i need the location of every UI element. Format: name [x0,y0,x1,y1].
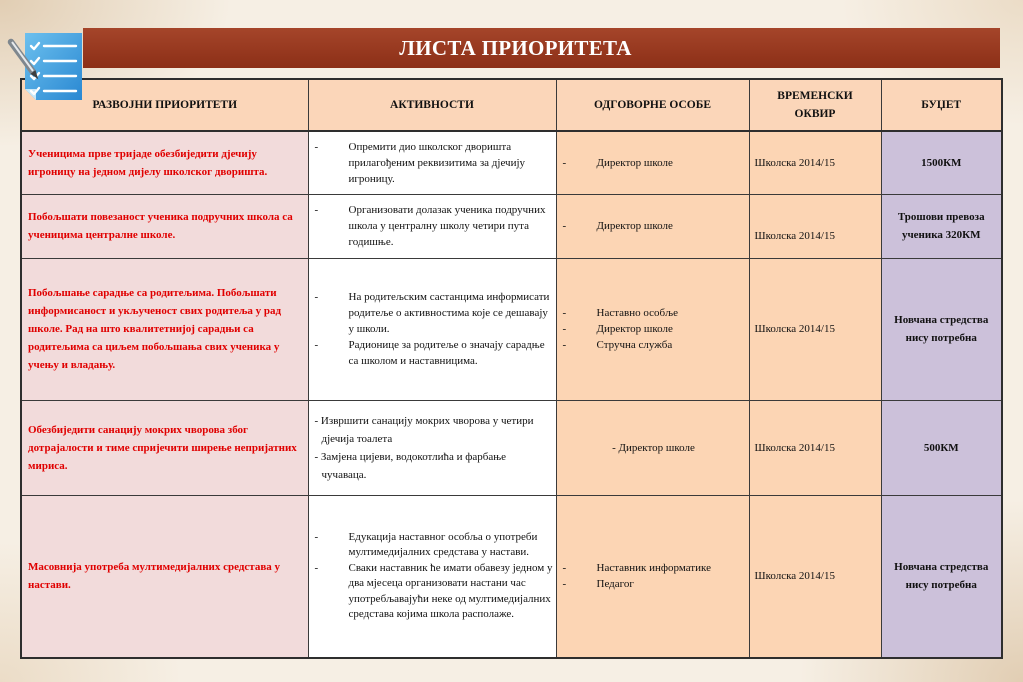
responsible-text: Директор школе [596,220,673,232]
responsible-list [563,218,745,234]
header-timeframe-cell [749,79,881,131]
activity-text: Организовати долазак ученика подручних школа у централну школу четири пута годишње. [348,204,546,248]
responsible-text: Педагог [596,578,634,591]
activity-text: - Извршити санацију мокрих чворова у четири дјечија тоалета [314,414,534,445]
responsible-cell [556,400,749,495]
priority-cell: Побољшање сарадње са родитељима. Побољшати информисаност и укљученост свих родитеља у рад школе. Рад на што квалитетнијој сарадњи са родитељима са циљем побољшања свих ученика у учењу и владању. [21,258,308,400]
dash-bullet: - [562,578,567,591]
list-item [315,202,553,250]
activities-list [315,202,553,250]
list-item [563,337,745,353]
list-item [563,305,745,321]
list-item [315,337,553,369]
checklist-pen-icon-graphic [0,28,90,110]
list-item [315,139,553,187]
timeframe-cell: Школска 2014/15 [749,131,881,194]
responsible-text: Директор школе [596,323,673,335]
header-budget: БУЏЕТ [881,79,1002,131]
activity-text: - Замјена цијеви, водокотлића и фарбање чучаваца. [314,450,507,481]
list-item [563,321,745,337]
activity-text: На родитељским састанцима информисати родитеље о активностима које се дешавају у школи. [348,291,550,335]
timeframe-cell: Школска 2014/15 [749,495,881,658]
responsible-cell [556,194,749,258]
budget-cell: Новчана стредства нису потребна [881,495,1002,658]
checklist-pen-icon [0,28,90,110]
responsible-text: Наставник информатике [596,562,711,575]
priority-cell: Побољшати повезаност ученика подручних школа са ученицима централне школе. [21,194,308,258]
table-row [21,194,1002,258]
table-header-row [21,79,1002,131]
responsible-cell [556,131,749,194]
list-item [563,218,745,234]
header-responsible: ОДГОВОРНЕ ОСОБЕ [556,79,749,131]
activity-text: Опремити дио школског дворишта прилагођеним реквизитима за дјечију игроницу. [348,140,526,185]
list-item [315,530,553,561]
priority-cell: Обезбиједити санацију мокрих чворова због дотрајалости и тиме спријечити ширење непријатних мириса. [21,400,308,495]
responsible-cell [556,258,749,400]
table-row [21,495,1002,658]
table-row [21,400,1002,495]
dash-bullet: - [562,339,567,351]
responsible-text: Директор школе [596,156,673,169]
activities-cell [308,258,556,400]
priority-cell: Ученицима прве тријаде обезбиједити дјечију игроницу на једном дијелу школског дворишта. [21,131,308,194]
budget-cell: Новчана стредства нису потребна [881,258,1002,400]
table-row [21,258,1002,400]
list-item [315,289,553,337]
budget-cell: 1500КМ [881,131,1002,194]
dash-bullet: - [562,220,567,232]
dash-bullet: - [314,140,319,153]
activities-list [315,139,553,187]
budget-cell: 500КМ [881,400,1002,495]
dash-bullet: - [314,339,319,351]
responsible-list [563,155,745,171]
dash-bullet: - [314,291,319,303]
responsible-list [563,560,745,592]
responsible-text: Наставно особље [596,307,678,319]
header-timeframe: ВРЕМЕНСКИ ОКВИР [777,90,853,120]
responsible-list [563,305,745,353]
header-activities: АКТИВНОСТИ [308,79,556,131]
list-item [563,155,745,171]
dash-bullet: - [562,562,567,575]
activities-cell [308,400,556,495]
timeframe-cell: Школска 2014/15 [749,400,881,495]
dash-bullet: - [314,530,319,543]
list-item [315,561,553,623]
activities-list [315,289,553,369]
list-item [563,576,745,592]
activities-cell [308,495,556,658]
list-item [563,560,745,576]
responsible-cell [556,495,749,658]
timeframe-cell: Школска 2014/15 [749,194,881,258]
activities-list [315,530,553,623]
activities-cell [308,194,556,258]
activity-text: Радионице за родитеље о значају сарадње са школом и наставницима. [348,339,545,367]
dash-bullet: - [562,323,567,335]
activities-cell [308,131,556,194]
activity-text: Сваки наставник ће имати обавезу једном у два мјесеца организовати настани час употребљавајући неке од мултимедијалних средстава којима школа располаже. [348,561,553,621]
responsible-text: - Директор школе [612,441,695,454]
dash-bullet: - [314,561,319,574]
timeframe-cell: Школска 2014/15 [749,258,881,400]
page-title: ЛИСТА ПРИОРИТЕТА [399,35,632,60]
activity-text: Едукација наставног особља о употреби мултимедијалних средстава у настави. [348,530,538,559]
dash-bullet: - [562,156,567,169]
table-row [21,131,1002,194]
title-bar [83,28,1000,68]
dash-bullet: - [314,204,319,216]
responsible-text: Стручна служба [596,339,673,351]
priority-cell: Масовнија употреба мултимедијалних средстава у настави. [21,495,308,658]
priority-table [20,78,1003,659]
dash-bullet: - [562,307,567,319]
budget-cell: Трошови превоза ученика 320КМ [881,194,1002,258]
header-priorities: РАЗВОЈНИ ПРИОРИТЕТИ [21,79,308,131]
